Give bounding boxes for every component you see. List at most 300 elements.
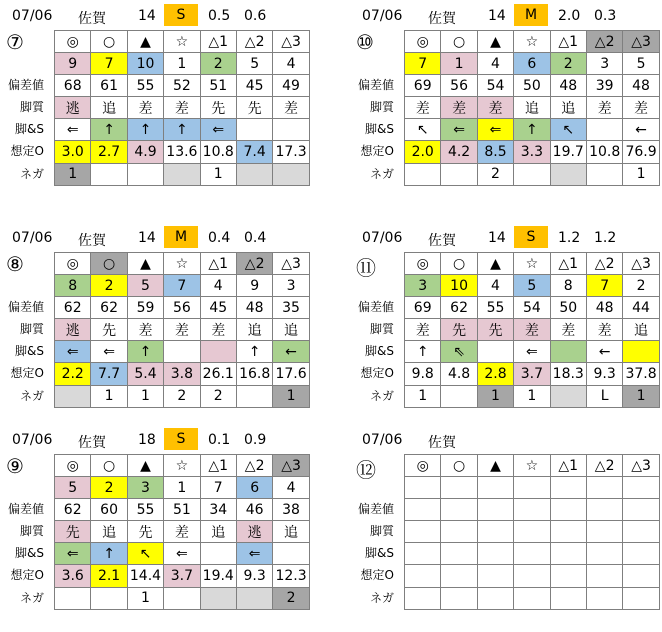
score-row (0, 498, 320, 520)
table-cell: △2 (586, 30, 623, 53)
race-header (0, 226, 320, 252)
row-cells (54, 96, 309, 118)
race-number: ⑨ (6, 454, 24, 478)
table-cell (236, 587, 273, 610)
race-number: ⑫ (356, 458, 376, 482)
table-cell: 10 (127, 52, 164, 75)
table-cell: 差 (586, 96, 623, 119)
race-block (0, 4, 320, 185)
pace-arrow-row (350, 340, 662, 362)
row-cells (404, 564, 659, 586)
pace-arrow-row (0, 340, 320, 362)
table-cell (440, 385, 477, 408)
table-cell: 先 (200, 96, 237, 119)
table-cell: 7.4 (236, 140, 273, 163)
table-cell: 4 (272, 476, 309, 499)
table-cell (440, 163, 477, 186)
table-cell: 差 (550, 318, 587, 341)
table-cell: 5 (622, 52, 659, 75)
table-cell: ⇐ (200, 118, 237, 141)
table-cell: 39 (586, 74, 623, 97)
row-cells (54, 564, 309, 586)
table-cell: 10.8 (200, 140, 237, 163)
table-cell: ⇐ (513, 340, 550, 363)
table-cell: 48 (236, 296, 273, 319)
table-cell: 追 (272, 520, 309, 543)
table-cell: 先 (440, 318, 477, 341)
table-cell (622, 498, 659, 521)
table-cell: △3 (272, 454, 309, 477)
race-date: 07/06 (12, 230, 53, 246)
race-block (350, 4, 662, 185)
table-cell: 62 (54, 498, 91, 521)
row-cells (404, 30, 659, 52)
row-label: 偏差値 (7, 78, 44, 93)
row-cells (404, 252, 659, 274)
table-cell: 1 (200, 163, 237, 186)
table-cell (586, 587, 623, 610)
style-row (0, 318, 320, 340)
table-cell (513, 520, 550, 543)
table-cell: 9.3 (236, 564, 273, 587)
race-number: ⑧ (6, 252, 24, 276)
table-cell: 3.6 (54, 564, 91, 587)
table-cell (404, 520, 441, 543)
horse-number-row (350, 274, 662, 296)
table-cell (550, 498, 587, 521)
table-cell: 7 (404, 52, 441, 75)
race-date: 07/06 (362, 230, 403, 246)
table-cell: ⇐ (54, 340, 91, 363)
table-cell: 1 (272, 385, 309, 408)
table-cell: 差 (404, 96, 441, 119)
table-cell: △2 (236, 30, 273, 53)
field-size: 14 (488, 8, 506, 24)
nega-row (350, 385, 662, 407)
row-label: 偏差値 (357, 300, 394, 315)
table-cell: ← (272, 340, 309, 363)
table-cell (622, 542, 659, 565)
table-cell: 追 (272, 318, 309, 341)
table-cell: 3 (404, 274, 441, 297)
table-cell: 8 (550, 274, 587, 297)
score-row (350, 296, 662, 318)
table-cell (586, 564, 623, 587)
row-cells (404, 385, 659, 407)
table-cell: 46 (236, 498, 273, 521)
row-cells (54, 362, 309, 384)
table-cell: 2 (622, 274, 659, 297)
table-cell: △3 (622, 30, 659, 53)
table-cell: △1 (200, 252, 237, 275)
score-row (350, 74, 662, 96)
table-cell: 62 (440, 296, 477, 319)
odds-row (0, 362, 320, 384)
table-cell: 50 (513, 74, 550, 97)
table-cell (440, 520, 477, 543)
table-cell (54, 587, 91, 610)
table-cell (477, 520, 514, 543)
row-label: 脚&S (365, 344, 394, 359)
value-1: 0.5 (208, 8, 231, 24)
table-cell: 49 (272, 74, 309, 97)
table-cell: 1 (163, 52, 200, 75)
race-header (0, 4, 320, 30)
row-label: ネガ (369, 590, 394, 605)
table-cell: ↑ (90, 118, 127, 141)
table-cell: △3 (622, 454, 659, 477)
row-label: 想定O (360, 568, 394, 583)
table-cell: 先 (90, 318, 127, 341)
value-2: 0.4 (244, 230, 267, 246)
table-cell: 先 (127, 520, 164, 543)
race-date: 07/06 (12, 8, 53, 24)
table-cell: 37.8 (622, 362, 659, 385)
value-1: 0.4 (208, 230, 231, 246)
table-cell: ↖ (404, 118, 441, 141)
table-cell (440, 498, 477, 521)
table-cell (477, 340, 514, 363)
pace-arrow-row (350, 118, 662, 140)
row-label: ネガ (19, 590, 44, 605)
race-header (0, 428, 320, 454)
table-cell (586, 498, 623, 521)
row-cells (54, 476, 309, 498)
table-cell: 2 (477, 163, 514, 186)
horse-number-row (0, 52, 320, 74)
table-cell: 3.3 (513, 140, 550, 163)
table-cell: △1 (550, 252, 587, 275)
table-cell: 5 (236, 52, 273, 75)
row-cells (404, 340, 659, 362)
table-cell: 55 (127, 498, 164, 521)
value-2: 0.9 (244, 432, 267, 448)
table-cell (550, 520, 587, 543)
row-label: 脚質 (369, 100, 394, 115)
style-row (350, 96, 662, 118)
table-cell: 3 (272, 274, 309, 297)
pace-badge: S (514, 226, 548, 248)
table-cell: ⇐ (477, 118, 514, 141)
row-cells (54, 140, 309, 162)
row-cells (54, 587, 309, 609)
table-cell: ▲ (477, 454, 514, 477)
value-2: 0.6 (244, 8, 267, 24)
row-cells (404, 587, 659, 609)
table-cell: 44 (622, 296, 659, 319)
table-cell: 59 (127, 296, 164, 319)
row-cells (404, 296, 659, 318)
table-cell: L (586, 385, 623, 408)
row-cells (404, 476, 659, 498)
pace-arrow-row (0, 542, 320, 564)
table-cell: △3 (272, 252, 309, 275)
table-cell: 56 (163, 296, 200, 319)
table-cell: 差 (127, 96, 164, 119)
table-cell: 追 (200, 520, 237, 543)
row-cells (404, 454, 659, 476)
table-cell: ☆ (163, 30, 200, 53)
table-cell: △3 (622, 252, 659, 275)
table-cell: 2.0 (404, 140, 441, 163)
table-cell: ⇐ (440, 118, 477, 141)
row-cells (404, 362, 659, 384)
mark-row (350, 454, 662, 476)
table-cell (550, 542, 587, 565)
table-cell: ☆ (513, 454, 550, 477)
table-cell: ⇐ (163, 542, 200, 565)
value-1: 2.0 (558, 8, 581, 24)
table-cell: 追 (622, 318, 659, 341)
table-cell: 2.2 (54, 362, 91, 385)
odds-row (0, 140, 320, 162)
race-number: ⑩ (356, 30, 374, 54)
table-cell (477, 476, 514, 499)
table-cell: ▲ (127, 252, 164, 275)
table-cell: 4.8 (440, 362, 477, 385)
row-cells (54, 74, 309, 96)
table-cell: 2 (200, 385, 237, 408)
race-course: 佐賀 (78, 11, 106, 27)
table-cell: 2.8 (477, 362, 514, 385)
pace-badge: M (514, 4, 548, 26)
style-row (350, 520, 662, 542)
nega-row (350, 163, 662, 185)
table-cell: 17.3 (272, 140, 309, 163)
row-label: ネガ (19, 166, 44, 181)
table-cell: ▲ (127, 30, 164, 53)
table-cell: 6 (513, 52, 550, 75)
table-cell: 3.0 (54, 140, 91, 163)
table-cell (272, 118, 309, 141)
field-size: 14 (138, 8, 156, 24)
table-cell: 55 (477, 296, 514, 319)
table-cell (550, 385, 587, 408)
table-cell (236, 163, 273, 186)
table-cell: 62 (54, 296, 91, 319)
table-cell: ↑ (127, 340, 164, 363)
row-cells (54, 52, 309, 74)
field-size: 14 (138, 230, 156, 246)
table-cell: 68 (54, 74, 91, 97)
row-cells (404, 318, 659, 340)
pace-arrow-row (0, 118, 320, 140)
table-cell: 1 (127, 587, 164, 610)
table-cell: △2 (236, 454, 273, 477)
table-cell: ○ (440, 30, 477, 53)
table-cell (404, 476, 441, 499)
table-cell: 54 (477, 74, 514, 97)
table-cell: △2 (586, 454, 623, 477)
table-cell (513, 476, 550, 499)
table-cell: ↑ (404, 340, 441, 363)
row-cells (54, 30, 309, 52)
table-cell: 2 (90, 476, 127, 499)
pace-badge: S (164, 428, 198, 450)
table-cell: 26.1 (200, 362, 237, 385)
table-cell (477, 587, 514, 610)
row-label: 偏差値 (357, 502, 394, 517)
race-course: 佐賀 (78, 435, 106, 451)
table-cell (513, 163, 550, 186)
table-cell: 1 (163, 476, 200, 499)
table-cell: ○ (90, 30, 127, 53)
table-cell: 9 (236, 274, 273, 297)
table-cell: 3.7 (163, 564, 200, 587)
pace-badge: M (164, 226, 198, 248)
table-cell: ◎ (404, 252, 441, 275)
table-cell (550, 587, 587, 610)
row-cells (404, 96, 659, 118)
horse-number-row (0, 274, 320, 296)
table-cell: ↑ (236, 340, 273, 363)
value-1: 1.2 (558, 230, 581, 246)
row-cells (54, 163, 309, 185)
table-cell: 差 (586, 318, 623, 341)
odds-row (350, 362, 662, 384)
table-cell: 8.5 (477, 140, 514, 163)
table-cell (200, 587, 237, 610)
table-cell: 50 (550, 296, 587, 319)
table-cell: 9.8 (404, 362, 441, 385)
mark-row (0, 30, 320, 52)
row-label: 脚質 (369, 524, 394, 539)
table-cell: △1 (550, 30, 587, 53)
table-cell: 9 (54, 52, 91, 75)
row-label: 脚&S (15, 122, 44, 137)
row-label: 偏差値 (7, 502, 44, 517)
table-cell: 3 (586, 52, 623, 75)
table-cell: 45 (236, 74, 273, 97)
row-cells (54, 118, 309, 140)
table-cell: ↖ (550, 118, 587, 141)
mark-row (350, 252, 662, 274)
table-cell: 45 (200, 296, 237, 319)
row-cells (404, 542, 659, 564)
style-row (350, 318, 662, 340)
row-label: 脚&S (365, 122, 394, 137)
table-cell (513, 542, 550, 565)
row-cells (54, 274, 309, 296)
row-cells (54, 454, 309, 476)
race-block (0, 226, 320, 407)
table-cell: 差 (622, 96, 659, 119)
table-cell (622, 587, 659, 610)
table-cell: ☆ (513, 30, 550, 53)
row-label: 脚&S (15, 546, 44, 561)
row-label: 脚&S (15, 344, 44, 359)
table-cell: 差 (404, 318, 441, 341)
race-block (350, 428, 662, 609)
table-cell: 逃 (236, 520, 273, 543)
table-cell: 4 (477, 52, 514, 75)
table-cell: 14.4 (127, 564, 164, 587)
table-cell: 35 (272, 296, 309, 319)
table-cell: 3.8 (163, 362, 200, 385)
table-cell: 2.7 (90, 140, 127, 163)
row-cells (54, 385, 309, 407)
table-cell (622, 476, 659, 499)
nega-row (0, 163, 320, 185)
nega-row (0, 587, 320, 609)
table-cell (440, 564, 477, 587)
row-label: 想定O (360, 366, 394, 381)
table-cell: 1 (90, 385, 127, 408)
row-cells (404, 74, 659, 96)
table-cell: 7 (90, 52, 127, 75)
table-cell: 差 (163, 96, 200, 119)
table-cell: 61 (90, 74, 127, 97)
table-cell: 追 (90, 520, 127, 543)
table-cell: 差 (477, 96, 514, 119)
table-cell (513, 564, 550, 587)
table-cell: 60 (90, 498, 127, 521)
table-cell: 34 (200, 498, 237, 521)
race-course: 佐賀 (428, 233, 456, 249)
table-cell: ☆ (163, 454, 200, 477)
table-cell: 1 (622, 163, 659, 186)
table-cell (200, 542, 237, 565)
row-label: 想定O (360, 144, 394, 159)
table-cell: 5.4 (127, 362, 164, 385)
table-cell: 38 (272, 498, 309, 521)
row-cells (404, 140, 659, 162)
race-date: 07/06 (362, 432, 403, 448)
table-cell: ○ (440, 454, 477, 477)
row-cells (54, 498, 309, 520)
table-cell (236, 118, 273, 141)
odds-row (350, 564, 662, 586)
row-label: 脚&S (365, 546, 394, 561)
row-cells (54, 520, 309, 542)
table-cell: 1 (404, 385, 441, 408)
table-cell: 追 (550, 96, 587, 119)
mark-row (0, 252, 320, 274)
row-cells (404, 118, 659, 140)
table-cell: 12.3 (272, 564, 309, 587)
table-cell: ↖ (127, 542, 164, 565)
table-cell: 69 (404, 296, 441, 319)
table-cell: ↑ (127, 118, 164, 141)
table-cell: 4.2 (440, 140, 477, 163)
table-cell (272, 542, 309, 565)
table-cell (440, 542, 477, 565)
table-cell: 4 (272, 52, 309, 75)
race-course: 佐賀 (78, 233, 106, 249)
table-cell (54, 385, 91, 408)
table-cell: 先 (236, 96, 273, 119)
table-cell (127, 163, 164, 186)
race-header (350, 226, 662, 252)
table-cell (477, 564, 514, 587)
odds-row (350, 140, 662, 162)
table-cell: ◎ (404, 454, 441, 477)
field-size: 18 (138, 432, 156, 448)
race-block (0, 428, 320, 609)
race-number: ⑦ (6, 30, 24, 54)
race-course: 佐賀 (428, 11, 456, 27)
table-cell (586, 520, 623, 543)
table-cell: ⇐ (90, 340, 127, 363)
table-cell: 2 (272, 587, 309, 610)
row-label: 脚質 (369, 322, 394, 337)
row-cells (54, 340, 309, 362)
table-cell: 19.4 (200, 564, 237, 587)
table-cell: 48 (622, 74, 659, 97)
row-label: ネガ (369, 166, 394, 181)
table-cell: 56 (440, 74, 477, 97)
table-cell: 追 (513, 96, 550, 119)
